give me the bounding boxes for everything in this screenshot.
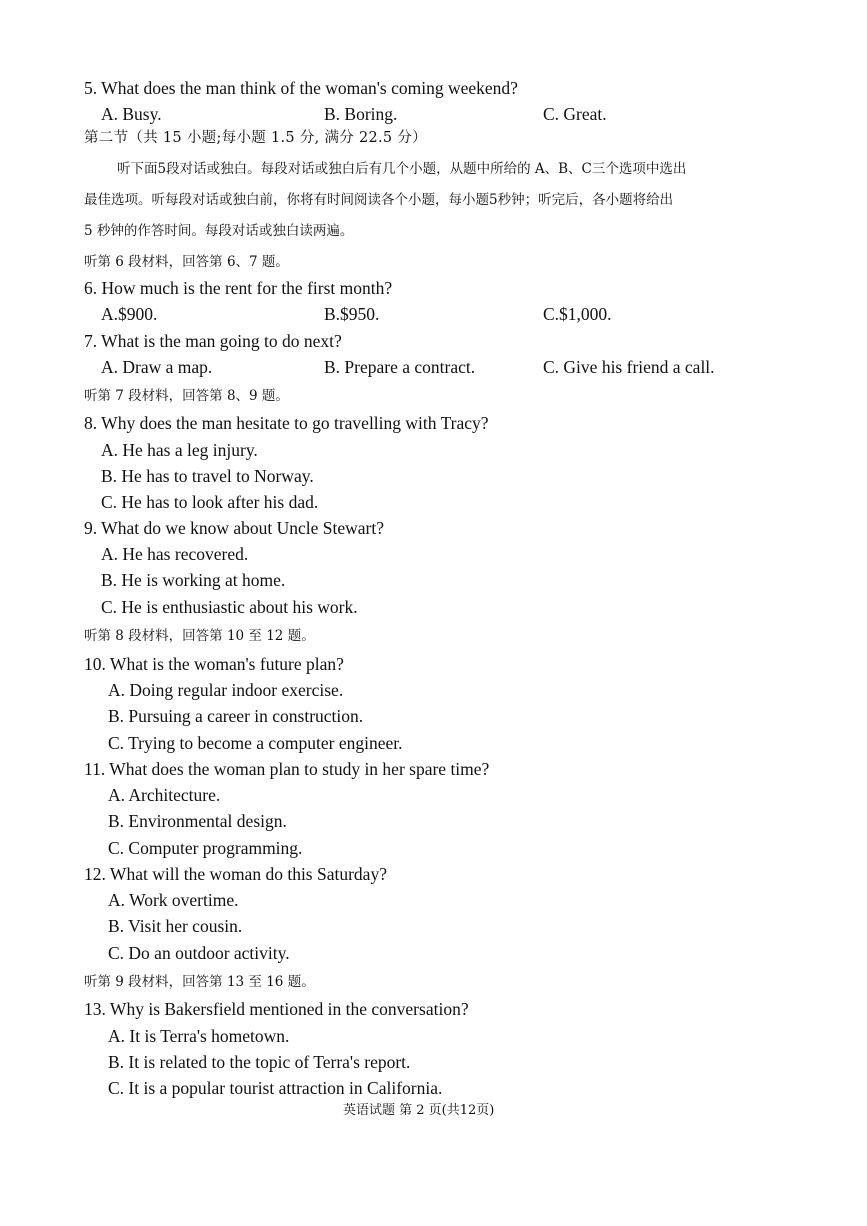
q13-option-c: C. It is a popular tourist attraction in California.	[108, 1078, 443, 1098]
question-12: 12. What will the woman do this Saturday?	[84, 864, 387, 884]
instructions-line-2: 最佳选项。听每段对话或独白前，你将有时间阅读各个小题，每小题5秒钟；听完后，各小题将给出	[84, 192, 674, 208]
group-label: 听第 9 段材料，回答第 13 至 16 题。	[84, 974, 315, 990]
question-13: 13. Why is Bakersfield mentioned in the conversation?	[84, 999, 469, 1019]
q7-option-c: C. Give his friend a call.	[543, 357, 715, 377]
q6-option-b: B.$950.	[324, 304, 380, 324]
q9-option-b: B. He is working at home.	[101, 570, 286, 590]
instructions-line-3: 5 秒钟的作答时间。每段对话或独白读两遍。	[84, 223, 354, 239]
group-label: 听第 6 段材料，回答第 6、7 题。	[84, 254, 289, 270]
question-5: 5. What does the man think of the woman's coming weekend?	[84, 78, 518, 98]
question-10: 10. What is the woman's future plan?	[84, 654, 344, 674]
q13-option-b: B. It is related to the topic of Terra's report.	[108, 1052, 411, 1072]
q9-option-c: C. He is enthusiastic about his work.	[101, 597, 358, 617]
group-label: 听第 8 段材料，回答第 10 至 12 题。	[84, 628, 315, 644]
q10-option-b: B. Pursuing a career in construction.	[108, 706, 364, 726]
q11-option-b: B. Environmental design.	[108, 811, 287, 831]
q10-option-a: A. Doing regular indoor exercise.	[108, 680, 344, 700]
question-7: 7. What is the man going to do next?	[84, 331, 342, 351]
page-footer: 英语试题 第 2 页(共12页)	[343, 1103, 495, 1118]
q12-option-a: A. Work overtime.	[108, 890, 239, 910]
q7-option-a: A. Draw a map.	[101, 357, 213, 377]
q5-option-a: A. Busy.	[101, 104, 162, 124]
question-9: 9. What do we know about Uncle Stewart?	[84, 518, 385, 538]
q12-option-b: B. Visit her cousin.	[108, 916, 243, 936]
q8-option-a: A. He has a leg injury.	[101, 440, 258, 460]
section-heading: 第二节（共 15 小题;每小题 1.5 分, 满分 22.5 分）	[84, 130, 427, 146]
q10-option-c: C. Trying to become a computer engineer.	[108, 733, 403, 753]
q7-option-b: B. Prepare a contract.	[324, 357, 476, 377]
group-label: 听第 7 段材料，回答第 8、9 题。	[84, 388, 289, 404]
question-8: 8. Why does the man hesitate to go travelling with Tracy?	[84, 413, 489, 433]
q12-option-c: C. Do an outdoor activity.	[108, 943, 290, 963]
q11-option-c: C. Computer programming.	[108, 838, 303, 858]
q6-option-a: A.$900.	[101, 304, 158, 324]
q5-option-c: C. Great.	[543, 104, 607, 124]
q8-option-c: C. He has to look after his dad.	[101, 492, 319, 512]
q6-option-c: C.$1,000.	[543, 304, 612, 324]
question-6: 6. How much is the rent for the first month?	[84, 278, 393, 298]
instructions-line-1: 听下面5段对话或独白。每段对话或独白后有几个小题，从题中所给的 A、B、C三个选项中选出	[117, 161, 687, 177]
q9-option-a: A. He has recovered.	[101, 544, 249, 564]
q11-option-a: A. Architecture.	[108, 785, 221, 805]
q13-option-a: A. It is Terra's hometown.	[108, 1026, 290, 1046]
q8-option-b: B. He has to travel to Norway.	[101, 466, 314, 486]
question-11: 11. What does the woman plan to study in her spare time?	[84, 759, 490, 779]
q5-option-b: B. Boring.	[324, 104, 398, 124]
